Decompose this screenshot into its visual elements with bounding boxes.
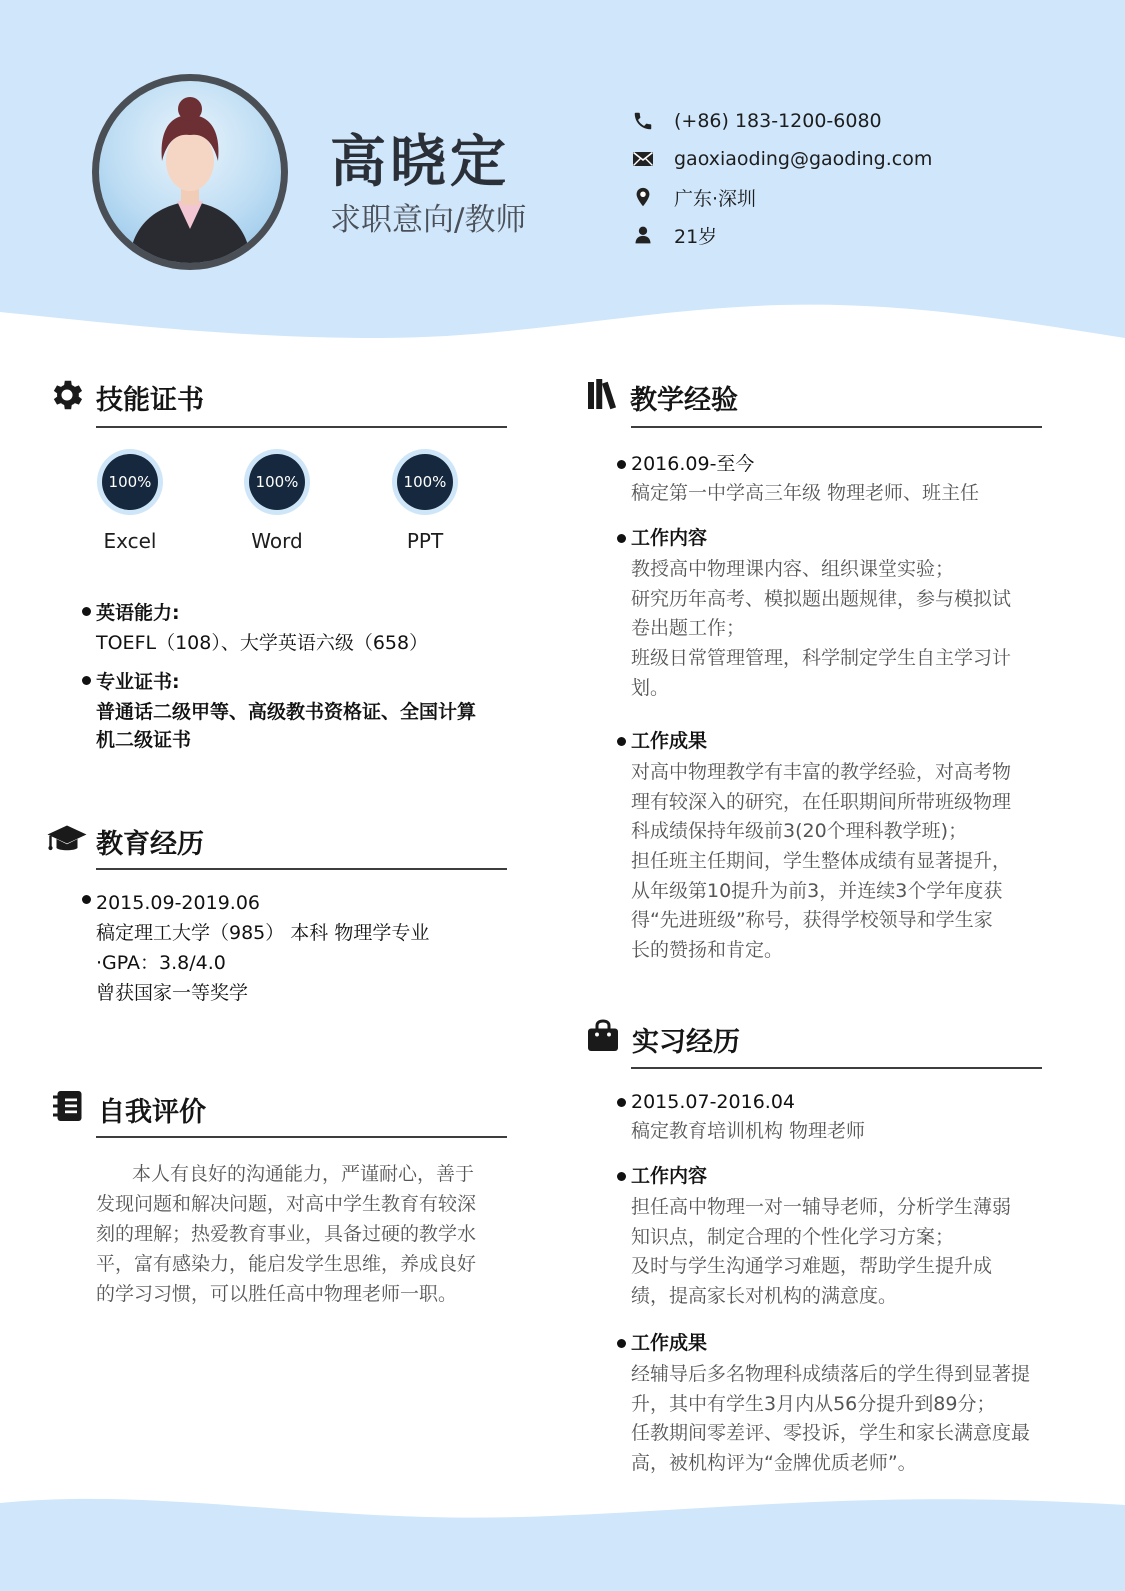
teaching-result-line: 担任班主任期间，学生整体成绩有显著提升， bbox=[631, 850, 1012, 872]
bullet-dot bbox=[82, 676, 91, 685]
internship-period: 2015.07-2016.04 bbox=[631, 1091, 795, 1113]
internship-role: 稿定教育培训机构 物理老师 bbox=[631, 1120, 866, 1142]
skills-title: 技能证书 bbox=[96, 385, 204, 416]
skill-label: PPT bbox=[406, 529, 444, 553]
email-text: gaoxiaoding@gaoding.com bbox=[674, 148, 933, 170]
bullet-dot bbox=[82, 607, 91, 616]
bullet-dot bbox=[617, 1098, 626, 1107]
phone-text: (+86) 183-1200-6080 bbox=[674, 110, 882, 132]
teaching-period: 2016.09-至今 bbox=[631, 453, 755, 475]
teaching-result-line: 对高中物理教学有丰富的教学经验，对高考物 bbox=[631, 761, 1012, 783]
skill-label: Word bbox=[251, 529, 303, 553]
cert-detail-line: 机二级证书 bbox=[96, 729, 192, 751]
education-line: ·GPA：3.8/4.0 bbox=[96, 952, 226, 974]
teaching-result-line: 长的赞扬和肯定。 bbox=[631, 939, 784, 961]
teaching-content-line: 教授高中物理课内容、组织课堂实验； bbox=[631, 558, 955, 580]
teaching-content-line: 卷出题工作； bbox=[631, 617, 746, 639]
teaching-result-line: 理有较深入的研究，在任职期间所带班级物理 bbox=[631, 791, 1012, 813]
internship-content-line: 及时与学生沟通学习难题，帮助学生提升成 bbox=[631, 1255, 993, 1277]
age-text: 21岁 bbox=[674, 225, 718, 248]
self-eval-line: 本人有良好的沟通能力，严谨耐心，善于 bbox=[132, 1163, 475, 1185]
footer-background bbox=[0, 1491, 1125, 1591]
location-text: 广东·深圳 bbox=[674, 187, 757, 210]
internship-content-title: 工作内容 bbox=[631, 1165, 708, 1187]
teaching-content-line: 划。 bbox=[631, 677, 670, 699]
internship-content-line: 知识点，制定合理的个性化学习方案； bbox=[631, 1226, 955, 1248]
job-intent: 求职意向/教师 bbox=[330, 202, 527, 238]
internship-content-line: 绩，提高家长对机构的满意度。 bbox=[631, 1285, 898, 1307]
self-eval-line: 发现问题和解决问题，对高中学生教育有较深 bbox=[96, 1193, 477, 1215]
internship-result-title: 工作成果 bbox=[631, 1332, 708, 1354]
notebook-icon bbox=[50, 1088, 88, 1126]
teaching-result-line: 从年级第10提升为前3，并连续3个学年度获 bbox=[631, 880, 1003, 902]
gear-icon bbox=[48, 376, 86, 414]
cert-heading: 专业证书: bbox=[96, 671, 180, 693]
teaching-title: 教学经验 bbox=[630, 385, 738, 416]
graduation-cap-icon bbox=[46, 820, 90, 858]
bullet-dot bbox=[617, 460, 626, 469]
candidate-name: 高晓定 bbox=[330, 130, 510, 195]
teaching-result-title: 工作成果 bbox=[631, 730, 708, 752]
internship-result-line: 高，被机构评为“金牌优质老师”。 bbox=[631, 1452, 917, 1474]
self-eval-line: 刻的理解；热爱教育事业，具备过硬的教学水 bbox=[96, 1223, 477, 1245]
internship-result-line: 升，其中有学生3月内从56分提升到89分； bbox=[631, 1393, 996, 1415]
phone-icon bbox=[630, 108, 656, 134]
cert-detail-line: 普通话二级甲等、高级教书资格证、全国计算 bbox=[96, 701, 477, 723]
self-eval-title: 自我评价 bbox=[98, 1097, 206, 1128]
skills-divider bbox=[96, 426, 507, 428]
teaching-role: 稿定第一中学高三年级 物理老师、班主任 bbox=[631, 482, 980, 504]
teaching-content-line: 研究历年高考、模拟题出题规律，参与模拟试 bbox=[631, 588, 1012, 610]
skill-ring-word bbox=[244, 449, 310, 515]
education-title: 教育经历 bbox=[96, 829, 204, 860]
envelope-icon bbox=[630, 146, 656, 172]
self-eval-line: 的学习习惯，可以胜任高中物理老师一职。 bbox=[96, 1283, 458, 1305]
skill-label: Excel bbox=[103, 529, 157, 553]
teaching-content-line: 班级日常管理管理，科学制定学生自主学习计 bbox=[631, 647, 1012, 669]
internship-result-line: 经辅导后多名物理科成绩落后的学生得到显著提 bbox=[631, 1363, 1031, 1385]
education-line: 曾获国家一等奖学 bbox=[96, 982, 249, 1004]
books-icon bbox=[585, 376, 623, 414]
english-heading: 英语能力: bbox=[96, 602, 180, 624]
person-icon bbox=[630, 222, 656, 248]
skill-ring-ppt bbox=[392, 449, 458, 515]
contact-email bbox=[630, 144, 932, 174]
self-eval-divider bbox=[96, 1136, 507, 1138]
education-divider bbox=[96, 868, 507, 870]
contact-age bbox=[630, 220, 717, 250]
contact-location bbox=[630, 182, 756, 212]
internship-content-line: 担任高中物理一对一辅导老师，分析学生薄弱 bbox=[631, 1196, 1012, 1218]
bullet-dot bbox=[82, 895, 91, 904]
skill-ring-excel bbox=[97, 449, 163, 515]
internship-result-line: 任教期间零差评、零投诉，学生和家长满意度最 bbox=[631, 1422, 1031, 1444]
education-period: 2015.09-2019.06 bbox=[96, 892, 260, 914]
teaching-result-line: 科成绩保持年级前3(20个理科教学班)； bbox=[631, 820, 968, 842]
skill-percent: 100% bbox=[102, 454, 158, 510]
shopping-bag-icon bbox=[585, 1018, 623, 1056]
internship-title: 实习经历 bbox=[632, 1027, 740, 1058]
english-detail: TOEFL（108）、大学英语六级（658） bbox=[96, 632, 429, 654]
bullet-dot bbox=[617, 534, 626, 543]
teaching-content-title: 工作内容 bbox=[631, 527, 708, 549]
contact-phone bbox=[630, 106, 882, 136]
self-eval-line: 平，富有感染力，能启发学生思维，养成良好 bbox=[96, 1253, 477, 1275]
internship-divider bbox=[631, 1067, 1042, 1069]
education-line: 稿定理工大学（985） 本科 物理学专业 bbox=[96, 922, 430, 944]
bullet-dot bbox=[617, 1172, 626, 1181]
skill-percent: 100% bbox=[397, 454, 453, 510]
teaching-divider bbox=[631, 426, 1042, 428]
bullet-dot bbox=[617, 1339, 626, 1348]
teaching-result-line: 得“先进班级”称号，获得学校领导和学生家 bbox=[631, 909, 993, 931]
location-pin-icon bbox=[630, 184, 656, 210]
avatar bbox=[92, 74, 288, 270]
bullet-dot bbox=[617, 737, 626, 746]
skill-percent: 100% bbox=[249, 454, 305, 510]
